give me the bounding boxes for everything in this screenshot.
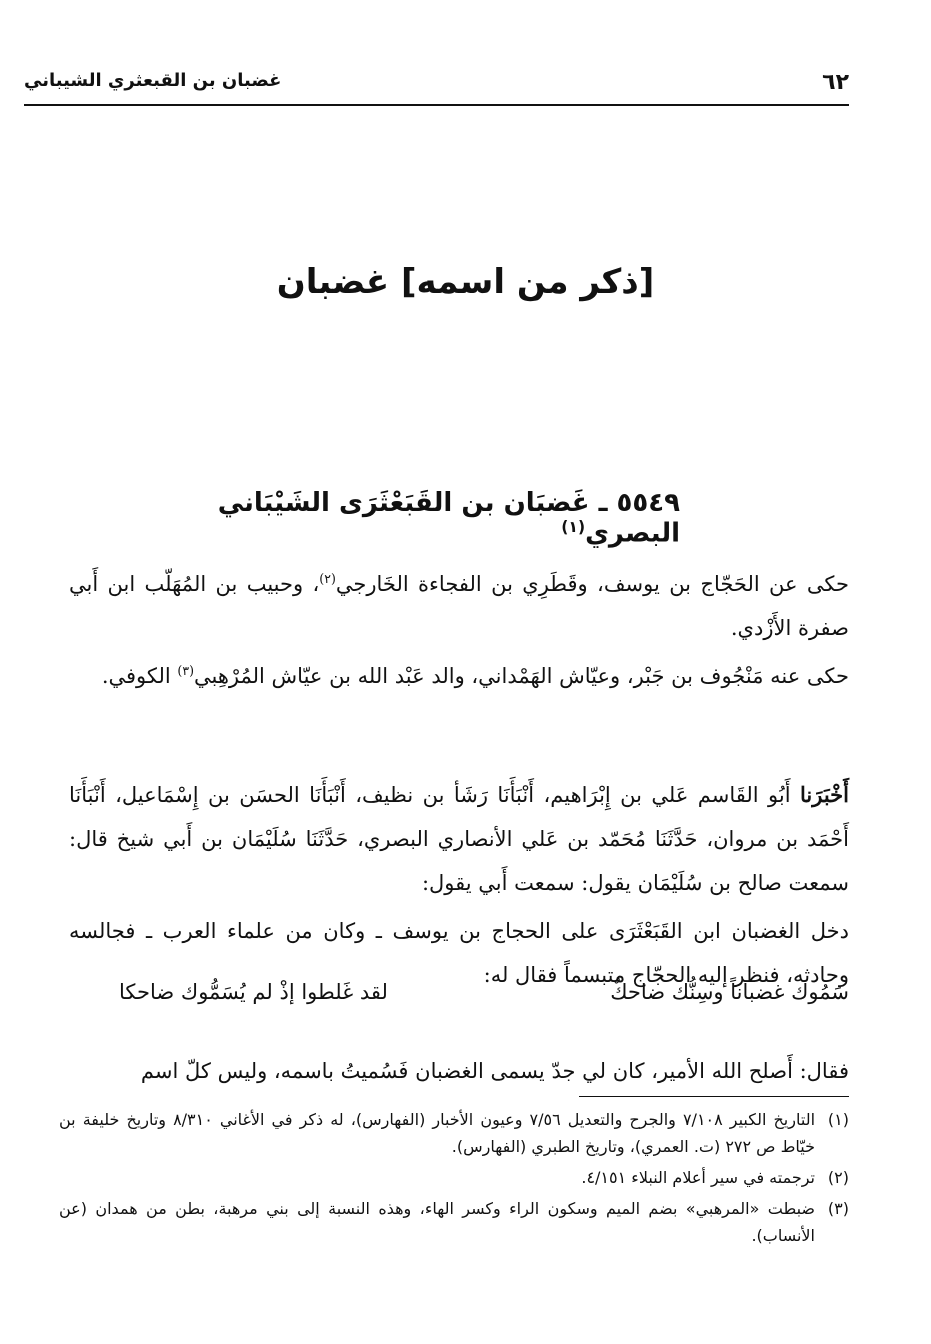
verse-hemistich-1: سَمُوك غضباناً وسِنُّك ضاحكٌ [610,980,849,1004]
isnad-label: أَخْبَرَنا [800,782,849,807]
footnote-2 [59,1164,849,1191]
narrators-from-paragraph [69,557,849,650]
entry-heading-text: ٥٥٤٩ ـ غَضبَان بن القَبَعْثَرَى الشَيْبَاني البصري [217,488,680,549]
footnote-2-text: ترجمته في سير أعلام النبلاء ٤/١٥١. [581,1168,815,1187]
page-number: ٦٢ [822,70,849,95]
footnote-2-number: (٢) [827,1168,849,1187]
footnote-ref-3: (٣) [177,663,194,678]
footnote-rule [579,1096,849,1097]
footnote-3 [59,1195,849,1249]
story-paragraph: دخل الغضبان ابن القَبَعْثَرَى على الحجاج بن يوسف ـ وكان من علماء العرب ـ فجالسه وحادثه، فنظر إليه الحجّاج متبسماً فقال له: [69,919,849,987]
footnote-ref-2: (٢) [319,571,336,586]
footnote-ref-1: (١) [561,518,586,536]
verse-line [89,980,849,1024]
section-title: [ذكر من اسمه] غضبان [276,262,655,302]
entry-heading [150,488,680,549]
isnad-paragraph [69,773,849,905]
narrators-to-text-cont: الكوفي. [101,664,178,688]
footnote-1-number: (١) [827,1110,849,1129]
footnotes [59,1106,849,1253]
page-header [24,62,849,106]
footnote-3-text: ضبطت «المرهبي» بضم الميم وسكون الراء وكسر الهاء، وهذه النسبة إلى بني مرهبة، بطن من همدان (عن الأنساب). [59,1199,815,1245]
isnad-text: أَبُو القَاسم عَلي بن إِبْرَاهيم، أَنْبَأَنَا رَشَأ بن نظيف، أَنْبَأَنَا الحسَن بن إِسْمَاعيل، أَنْبَأَنَا أَحْمَد بن مروان، حَدَّثَنَا مُحَمّد بن عَلي الأنصاري البصري، حَدَّثَنَا سُلَيْمَان بن أَبي شيخ قال: سمعت صالح بن سُلَيْمَان يقول: سمعت أَبي يقول: [69,783,849,895]
footnote-1 [59,1106,849,1160]
narrators-to-text: حكى عنه مَنْجُوف بن جَبْر، وعيّاش الهَمْداني، والد عَبْد الله بن عيّاش المُرْهِبي [194,664,849,688]
footnote-3-number: (٣) [827,1199,849,1218]
running-title: غضبان بن القبعثري الشيباني [24,70,282,91]
narrators-to-paragraph [69,649,849,698]
footnote-1-text: التاريخ الكبير ٧/١٠٨ والجرح والتعديل ٧/٥٦ وعيون الأخبار (الفهارس)، له ذكر في الأغاني ٨/٣١٠ وتاريخ خليفة بن خيّاط ص ٢٧٢ (ت. العمري)، وتاريخ الطبري (الفهارس). [59,1110,816,1156]
continuation-paragraph: فقال: أَصلح الله الأمير، كان لي جدّ يسمى الغضبان فَسُميتُ باسمه، وليس كلّ اسم [140,1059,849,1083]
narrators-from-text: حكى عن الحَجّاج بن يوسف، وقَطَرِي بن الفجاءة الخَارجي [335,572,849,596]
narrators-from-text-cont: ، وحبيب بن المُهَلّب ابن أَبي صفرة الأَزْدي. [69,572,849,640]
header-rule [24,104,849,106]
verse-hemistich-2: لقد غَلطوا إذْ لم يُسَمُّوك ضاحكا [119,980,388,1004]
